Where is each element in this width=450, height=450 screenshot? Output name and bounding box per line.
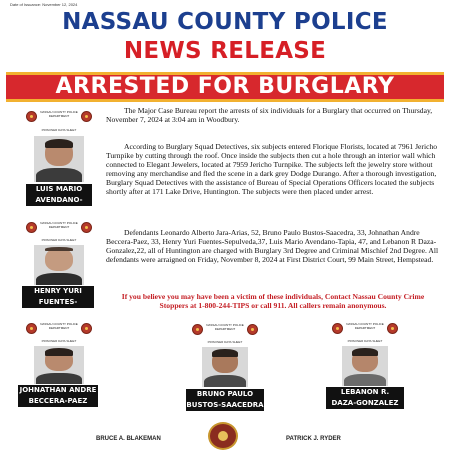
- card-header-text: NASSAU COUNTY POLICE DEPARTMENT: [346, 322, 384, 330]
- suspect-name-first: LEBANON R.: [340, 388, 390, 396]
- card-header-text: NASSAU COUNTY POLICE DEPARTMENT: [206, 323, 244, 331]
- suspect-name-first: JOHNATHAN ANDRE: [19, 386, 97, 394]
- police-seal-icon: [81, 111, 92, 122]
- intro-paragraph: The Major Case Bureau report the arrests of six individuals for a Burglary that occurred on Thursday, November 7, 2024 at 3:04 am in Woodbury.: [106, 106, 433, 124]
- suspect-name-plate: [18, 385, 98, 407]
- card-header-text: NASSAU COUNTY POLICE DEPARTMENT: [40, 221, 78, 229]
- defendants-paragraph: Defendants Leonardo Alberto Jara-Arias, 52, Bruno Paulo Bustos-Saacedra, 33, Johnathan Andre Beccera-Paez, 33, Henry Yuri Fuentes-Sepulveda,37, Luis Mario Avendano-Tapia, 47, and Lebanon R Daza-Gonzalez,22, all of Huntington are charged with Burglary 3rd Degree and Criminal Mischief 2nd Degree. All defendants were arraigned on Friday, November 8, 2024 at First District Court, 99 Main Street, Hempstead.: [106, 228, 439, 264]
- card-header: [26, 111, 92, 125]
- card-subheader: PRISONER DATA SHEET: [41, 128, 77, 132]
- card-subheader: PRISONER DATA SHEET: [41, 238, 77, 242]
- county-executive-signature: BRUCE A. BLAKEMAN: [96, 436, 161, 442]
- card-header-text: NASSAU COUNTY POLICE DEPARTMENT: [40, 322, 78, 330]
- page-subtitle: NEWS RELEASE: [123, 38, 327, 64]
- card-header: [26, 222, 92, 236]
- police-seal-icon: [387, 323, 398, 334]
- suspect-name-last: BUSTOS-SAACEDRA: [186, 401, 264, 409]
- suspect-photo: [34, 346, 84, 384]
- card-header: [26, 323, 92, 337]
- suspect-photo: [34, 136, 84, 182]
- suspect-name-first: HENRY YURI: [34, 287, 82, 295]
- suspect-name-first: LUIS MARIO: [35, 185, 83, 193]
- card-subheader: PRISONER DATA SHEET: [41, 339, 77, 343]
- suspect-name-plate: [326, 387, 404, 409]
- suspect-name-plate: [22, 286, 94, 317]
- police-seal-icon: [81, 323, 92, 334]
- details-paragraph: According to Burglary Squad Detectives, six subjects entered Florique Florists, located at 7961 Jericho Turnpike by cutting through the roof. Once inside the subjects then cut a hole through an interior wall which connected to Elegant Jewelers, located at 7959 Jericho Turnpike. The subjects left the jewelry store without removing any merchandise and fled the scene in a dark grey Dodge Durango. After a thorough investigation, Burglary Squad Detectives with the assistance of Bureau of Special Operations Officers located the subjects shortly after at 171 Lake Drive, Huntington. The subjects were then placed under arrest.: [106, 142, 438, 196]
- suspect-name-last: BECCERA-PAEZ: [28, 397, 88, 405]
- card-subheader: PRISONER DATA SHEET: [207, 340, 243, 344]
- suspect-name-first: BRUNO PAULO: [196, 390, 254, 398]
- crime-stoppers-notice: If you believe you may have been a victim of these individuals, Contact Nassau County Crime Stoppers at 1-800-244-TIPS or call 911. All callers remain anonymous.: [121, 292, 425, 310]
- suspect-photo: [342, 346, 388, 386]
- arrest-banner: ARRESTED FOR BURGLARY: [6, 72, 444, 102]
- county-seal-icon: [208, 422, 238, 450]
- police-seal-icon: [81, 222, 92, 233]
- police-seal-icon: [247, 324, 258, 335]
- date-of-issuance: Date of Issuance: November 12, 2024: [10, 2, 78, 7]
- card-header: [192, 324, 258, 338]
- suspect-name-plate: [26, 184, 92, 215]
- suspect-name-last: AVENDANO-TAPIA: [35, 196, 83, 215]
- page-title: NASSAU COUNTY POLICE: [62, 9, 388, 35]
- suspect-name-last: DAZA-GONZALEZ: [331, 399, 399, 407]
- card-header: [332, 323, 398, 337]
- police-commissioner-signature: PATRICK J. RYDER: [286, 436, 341, 442]
- card-header-text: NASSAU COUNTY POLICE DEPARTMENT: [40, 110, 78, 118]
- suspect-name-last: FUENTES-SEPULVEDA: [35, 298, 81, 317]
- suspect-photo: [202, 347, 248, 387]
- card-subheader: PRISONER DATA SHEET: [347, 339, 383, 343]
- suspect-name-plate: [186, 389, 264, 411]
- suspect-photo: [34, 245, 84, 285]
